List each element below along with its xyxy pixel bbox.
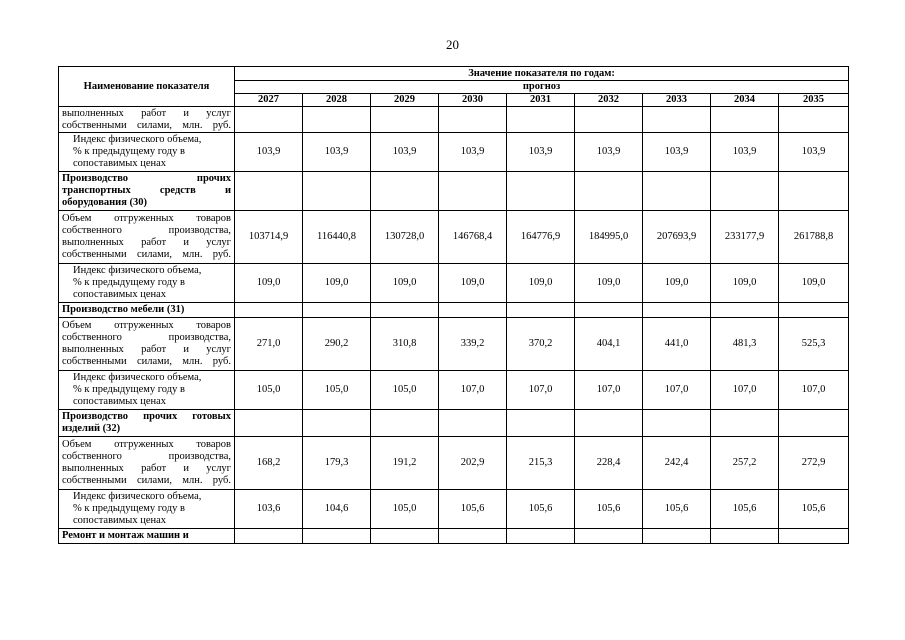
indicator-name-line: изделий (32) [62, 423, 121, 434]
value-cell-2033 [643, 172, 711, 211]
value-cell-2034: 103,9 [711, 133, 779, 172]
indicator-name-line: собственного производства, [62, 225, 231, 236]
indicator-name-line: сопоставимых ценах [73, 289, 167, 300]
value-cell-2030: 202,9 [439, 437, 507, 490]
indicator-name-line: собственного производства, [62, 332, 231, 343]
indicator-name-line: % к предыдущему году в [73, 277, 185, 288]
indicator-name [59, 211, 235, 264]
value-cell-2031: 370,2 [507, 318, 575, 371]
value-cell-2027 [235, 410, 303, 437]
table-row [59, 410, 849, 437]
value-cell-2029: 130728,0 [371, 211, 439, 264]
value-cell-2033: 441,0 [643, 318, 711, 371]
value-cell-2027: 168,2 [235, 437, 303, 490]
value-cell-2028 [303, 529, 371, 544]
value-cell-2027 [235, 529, 303, 544]
value-cell-2034 [711, 303, 779, 318]
indicator-name [59, 371, 235, 410]
value-cell-2027: 103714,9 [235, 211, 303, 264]
value-cell-2032 [575, 529, 643, 544]
header-year-2028: 2028 [303, 94, 371, 107]
value-cell-2029 [371, 107, 439, 133]
value-cell-2029 [371, 410, 439, 437]
value-cell-2034 [711, 107, 779, 133]
value-cell-2035 [779, 172, 849, 211]
header-year-2034: 2034 [711, 94, 779, 107]
value-cell-2031 [507, 107, 575, 133]
value-cell-2035 [779, 410, 849, 437]
header-year-2031: 2031 [507, 94, 575, 107]
indicator-name-line: Производство мебели (31) [62, 304, 185, 315]
indicator-name [59, 410, 235, 437]
indicator-name-line: Индекс физического объема, [73, 134, 202, 145]
value-cell-2035: 109,0 [779, 264, 849, 303]
value-cell-2032: 228,4 [575, 437, 643, 490]
value-cell-2030 [439, 172, 507, 211]
value-cell-2033 [643, 303, 711, 318]
indicator-name-line: оборудования (30) [62, 197, 148, 208]
value-cell-2034: 233177,9 [711, 211, 779, 264]
value-cell-2030 [439, 303, 507, 318]
value-cell-2035 [779, 303, 849, 318]
indicator-name [59, 303, 235, 318]
indicator-name-line: сопоставимых ценах [73, 396, 167, 407]
value-cell-2030: 103,9 [439, 133, 507, 172]
value-cell-2032 [575, 410, 643, 437]
indicator-name [59, 172, 235, 211]
value-cell-2030: 339,2 [439, 318, 507, 371]
table-row [59, 437, 849, 490]
value-cell-2033: 207693,9 [643, 211, 711, 264]
value-cell-2027: 103,6 [235, 490, 303, 529]
table-row [59, 303, 849, 318]
header-year-2027: 2027 [235, 94, 303, 107]
indicator-name-line: % к предыдущему году в [73, 384, 185, 395]
indicator-name-line: Индекс физического объема, [73, 491, 202, 502]
value-cell-2027 [235, 107, 303, 133]
header-year-2030: 2030 [439, 94, 507, 107]
value-cell-2027: 103,9 [235, 133, 303, 172]
value-cell-2028 [303, 107, 371, 133]
value-cell-2034: 107,0 [711, 371, 779, 410]
value-cell-2035 [779, 529, 849, 544]
value-cell-2028: 105,0 [303, 371, 371, 410]
value-cell-2034 [711, 172, 779, 211]
header-forecast: прогноз [235, 81, 849, 94]
header-year-2035: 2035 [779, 94, 849, 107]
value-cell-2031 [507, 303, 575, 318]
value-cell-2032: 107,0 [575, 371, 643, 410]
value-cell-2033 [643, 529, 711, 544]
indicator-name-line: Производство прочих [62, 173, 231, 184]
indicator-name-line: собственного производства, [62, 451, 231, 462]
value-cell-2031: 164776,9 [507, 211, 575, 264]
table-row [59, 318, 849, 371]
value-cell-2031: 215,3 [507, 437, 575, 490]
value-cell-2034: 105,6 [711, 490, 779, 529]
value-cell-2033: 105,6 [643, 490, 711, 529]
indicator-name-line: собственными силами, млн. руб. [62, 119, 231, 131]
table-row [59, 264, 849, 303]
value-cell-2030 [439, 410, 507, 437]
header-indicator-name: Наименование показателя [59, 67, 235, 107]
indicator-name [59, 107, 235, 133]
value-cell-2027: 105,0 [235, 371, 303, 410]
value-cell-2030 [439, 529, 507, 544]
value-cell-2033 [643, 410, 711, 437]
indicator-name-line: выполненных работ и услуг [62, 463, 231, 474]
value-cell-2035: 105,6 [779, 490, 849, 529]
value-cell-2029 [371, 172, 439, 211]
value-cell-2031: 109,0 [507, 264, 575, 303]
indicator-name-line: % к предыдущему году в [73, 503, 185, 514]
value-cell-2032: 105,6 [575, 490, 643, 529]
value-cell-2028 [303, 172, 371, 211]
value-cell-2028: 109,0 [303, 264, 371, 303]
value-cell-2028: 103,9 [303, 133, 371, 172]
table-row [59, 211, 849, 264]
indicator-name [59, 318, 235, 371]
table-row [59, 371, 849, 410]
value-cell-2034 [711, 529, 779, 544]
value-cell-2027: 271,0 [235, 318, 303, 371]
indicator-name-line: Производство прочих готовых [62, 411, 231, 422]
value-cell-2028 [303, 410, 371, 437]
indicator-name-line: выполненных работ и услуг [62, 237, 231, 248]
header-year-2029: 2029 [371, 94, 439, 107]
value-cell-2029 [371, 303, 439, 318]
value-cell-2034: 109,0 [711, 264, 779, 303]
value-cell-2031 [507, 172, 575, 211]
page-number: 20 [446, 37, 459, 52]
value-cell-2031 [507, 529, 575, 544]
value-cell-2030: 107,0 [439, 371, 507, 410]
value-cell-2033: 109,0 [643, 264, 711, 303]
table-body [59, 107, 849, 544]
value-cell-2034: 481,3 [711, 318, 779, 371]
indicator-table [58, 66, 849, 544]
value-cell-2029: 105,0 [371, 490, 439, 529]
value-cell-2035: 107,0 [779, 371, 849, 410]
value-cell-2032: 103,9 [575, 133, 643, 172]
indicator-name-line: Объем отгруженных товаров [62, 320, 231, 331]
value-cell-2030 [439, 107, 507, 133]
value-cell-2028: 290,2 [303, 318, 371, 371]
indicator-name-line: Индекс физического объема, [73, 265, 202, 276]
table-header [59, 67, 849, 107]
value-cell-2035 [779, 107, 849, 133]
value-cell-2028 [303, 303, 371, 318]
header-year-2032: 2032 [575, 94, 643, 107]
value-cell-2033: 103,9 [643, 133, 711, 172]
value-cell-2029: 103,9 [371, 133, 439, 172]
table-row [59, 133, 849, 172]
value-cell-2035: 261788,8 [779, 211, 849, 264]
value-cell-2035: 272,9 [779, 437, 849, 490]
value-cell-2029: 105,0 [371, 371, 439, 410]
value-cell-2027 [235, 303, 303, 318]
value-cell-2032 [575, 172, 643, 211]
value-cell-2031 [507, 410, 575, 437]
table-row [59, 107, 849, 133]
table-row [59, 172, 849, 211]
indicator-name-line: выполненных работ и услуг [62, 344, 231, 355]
indicator-name [59, 437, 235, 490]
value-cell-2028: 179,3 [303, 437, 371, 490]
value-cell-2031: 105,6 [507, 490, 575, 529]
indicator-name-line: транспортных средств и [62, 185, 231, 196]
value-cell-2030: 109,0 [439, 264, 507, 303]
value-cell-2035: 525,3 [779, 318, 849, 371]
value-cell-2029: 109,0 [371, 264, 439, 303]
indicator-name-line: % к предыдущему году в [73, 146, 185, 157]
value-cell-2032 [575, 107, 643, 133]
value-cell-2032: 109,0 [575, 264, 643, 303]
indicator-name-line: собственными силами, млн. руб. [62, 356, 231, 367]
indicator-name-line: Индекс физического объема, [73, 372, 202, 383]
indicator-name-line: Объем отгруженных товаров [62, 439, 231, 450]
value-cell-2033: 242,4 [643, 437, 711, 490]
table-row [59, 529, 849, 544]
table-row [59, 490, 849, 529]
value-cell-2029 [371, 529, 439, 544]
value-cell-2031: 107,0 [507, 371, 575, 410]
value-cell-2030: 105,6 [439, 490, 507, 529]
indicator-name [59, 490, 235, 529]
value-cell-2028: 104,6 [303, 490, 371, 529]
indicator-name [59, 529, 235, 544]
value-cell-2034: 257,2 [711, 437, 779, 490]
value-cell-2033 [643, 107, 711, 133]
indicator-name-line: сопоставимых ценах [73, 515, 167, 526]
indicator-name-line: Ремонт и монтаж машин и [62, 530, 189, 541]
value-cell-2034 [711, 410, 779, 437]
indicator-name-line: выполненных работ и услуг [62, 107, 231, 119]
value-cell-2033: 107,0 [643, 371, 711, 410]
header-values-by-year: Значение показателя по годам: [235, 67, 849, 81]
value-cell-2035: 103,9 [779, 133, 849, 172]
value-cell-2031: 103,9 [507, 133, 575, 172]
value-cell-2027: 109,0 [235, 264, 303, 303]
indicator-name-line: собственными силами, млн. руб. [62, 475, 231, 486]
value-cell-2027 [235, 172, 303, 211]
value-cell-2032: 404,1 [575, 318, 643, 371]
header-year-2033: 2033 [643, 94, 711, 107]
indicator-name-line: сопоставимых ценах [73, 158, 167, 169]
value-cell-2030: 146768,4 [439, 211, 507, 264]
value-cell-2028: 116440,8 [303, 211, 371, 264]
value-cell-2029: 310,8 [371, 318, 439, 371]
indicator-name-line: Объем отгруженных товаров [62, 213, 231, 224]
value-cell-2032: 184995,0 [575, 211, 643, 264]
indicator-name [59, 133, 235, 172]
value-cell-2029: 191,2 [371, 437, 439, 490]
value-cell-2032 [575, 303, 643, 318]
indicator-name [59, 264, 235, 303]
indicator-name-line: собственными силами, млн. руб. [62, 249, 231, 260]
